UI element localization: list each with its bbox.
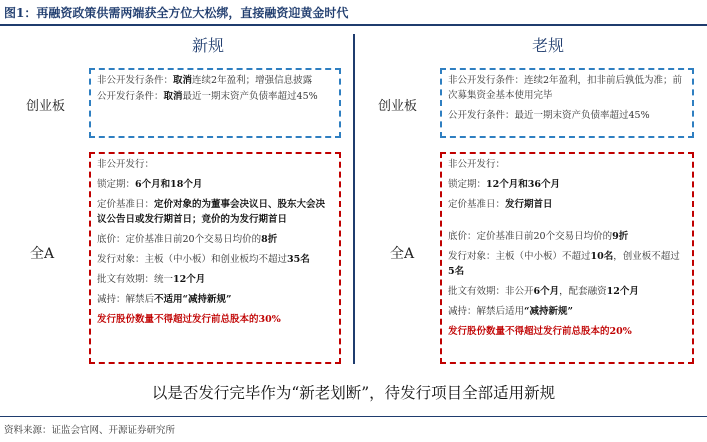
new-cyb-box xyxy=(89,68,341,138)
column-header-new: 新规 xyxy=(191,36,224,55)
source-note: 资料来源：证监会官网、开源证券研究所 xyxy=(4,425,176,436)
row-label-cyb-old: 创业板 xyxy=(378,99,418,114)
new-all-heading: 非公开发行： xyxy=(97,159,155,170)
old-all-pricing-date: 定价基准日：发行期首日 xyxy=(448,199,553,210)
old-all-floor-price: 底价：定价基准日前20个交易日均价的9折 xyxy=(448,231,629,242)
new-all-targets: 发行对象：主板（中小板）和创业板均不超过35名 xyxy=(97,254,310,265)
footer-divider xyxy=(0,416,707,417)
old-all-share-limit: 发行股份数量不得超过发行前总股本的20% xyxy=(448,326,632,337)
row-label-cyb-new: 创业板 xyxy=(26,99,66,114)
new-all-lock: 锁定期：6个月和18个月 xyxy=(97,179,203,190)
new-cyb-private-condition: 非公开发行条件：取消连续2年盈利；增强信息披露 xyxy=(97,75,313,86)
old-all-heading: 非公开发行： xyxy=(448,159,506,170)
row-label-all-new: 全A xyxy=(30,246,55,262)
row-label-all-old: 全A xyxy=(390,246,415,262)
column-header-old: 老规 xyxy=(531,36,564,55)
old-all-reduction: 减持：解禁后适用“减持新规” xyxy=(448,306,573,317)
new-all-floor-price: 底价：定价基准日前20个交易日均价的8折 xyxy=(97,234,278,245)
old-cyb-public-condition: 公开发行条件：最近一期末资产负债率超过45% xyxy=(448,110,650,121)
new-all-box xyxy=(89,152,341,364)
old-all-lock: 锁定期：12个月和36个月 xyxy=(448,179,560,190)
old-cyb-box xyxy=(440,68,694,138)
old-all-validity: 批文有效期：非公开6个月，配套融资12个月 xyxy=(448,286,639,297)
new-cyb-public-condition: 公开发行条件：取消最近一期末资产负债率超过45% xyxy=(97,91,318,102)
center-divider xyxy=(353,34,355,364)
transition-note: 以是否发行完毕作为“新老划断”，待发行项目全部适用新规 xyxy=(151,384,556,402)
new-all-pricing-date: 定价基准日：定价对象的为董事会决议日、股东大会决议公告日或发行期首日；竞价的为发行期首日 xyxy=(97,199,326,225)
new-all-validity: 批文有效期：统一12个月 xyxy=(97,274,206,285)
new-all-reduction: 减持：解禁后不适用“减持新规” xyxy=(97,294,232,305)
old-cyb-private-condition: 非公开发行条件：连续2年盈利，扣非前后孰低为准；前次募集资金基本使用完毕 xyxy=(448,75,683,101)
title-divider xyxy=(0,24,707,26)
old-all-targets: 发行对象：主板（中小板）不超过10名，创业板不超过5名 xyxy=(448,251,680,277)
new-all-share-limit: 发行股份数量不得超过发行前总股本的30% xyxy=(97,314,281,325)
old-all-box xyxy=(440,152,694,364)
figure-title: 图1：再融资政策供需两端获全方位大松绑，直接融资迎黄金时代 xyxy=(4,6,349,20)
